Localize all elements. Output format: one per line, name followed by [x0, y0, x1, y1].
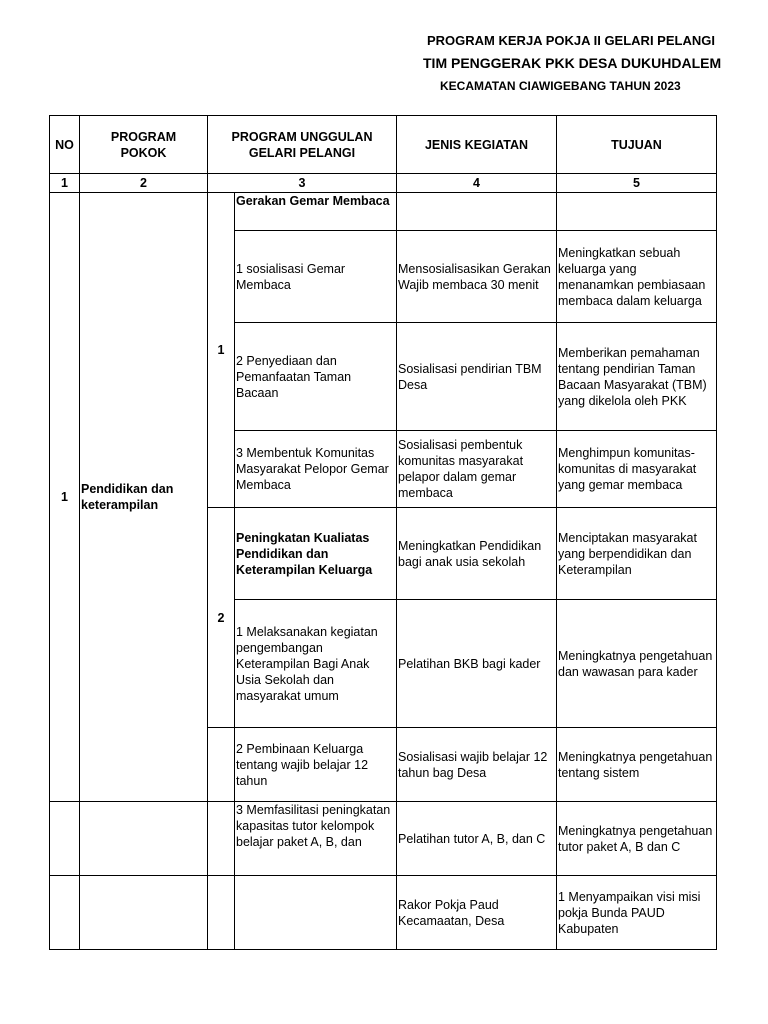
header-row [50, 116, 717, 174]
tujuan-cell: Menghimpun komunitas-komunitas di masyarakat yang gemar membaca [557, 431, 717, 508]
title-line-3: KECAMATAN CIAWIGEBANG TAHUN 2023 [440, 79, 681, 93]
tujuan-cell [557, 193, 717, 231]
col-number-2: 2 [80, 174, 208, 193]
tujuan-cell: 1 Menyampaikan visi misi pokja Bunda PAUD Kabupaten [557, 876, 717, 950]
jenis-cell: Pelatihan BKB bagi kader [397, 600, 557, 728]
jenis-cell [397, 193, 557, 231]
jenis-cell: Sosialisasi pembentuk komunitas masyarakat pelapor dalam gemar membaca [397, 431, 557, 508]
no-cell-empty [50, 802, 80, 876]
col-number-5: 5 [557, 174, 717, 193]
tujuan-cell: Menciptakan masyarakat yang berpendidikan dan Keterampilan [557, 508, 717, 600]
col-header-no: NO [50, 116, 80, 174]
program-pokok-empty [80, 802, 208, 876]
title-line-1: PROGRAM KERJA POKJA II GELARI PELANGI [427, 33, 715, 48]
no-cell-empty [50, 876, 80, 950]
col-header-jenis-kegiatan: JENIS KEGIATAN [397, 116, 557, 174]
col-header-program-pokok: PROGRAM POKOK [80, 116, 208, 174]
group-number-1: 1 [208, 193, 235, 508]
table-row [50, 802, 717, 876]
row-no: 1 [50, 193, 80, 802]
table-row [50, 193, 717, 231]
unggulan-cell: Gerakan Gemar Membaca [235, 193, 397, 231]
group-number-2: 2 [208, 508, 235, 728]
tujuan-cell: Meningkatnya pengetahuan tutor paket A, B dan C [557, 802, 717, 876]
jenis-cell: Sosialisasi wajib belajar 12 tahun bag Desa [397, 728, 557, 802]
group-number-empty [208, 876, 235, 950]
col-number-1: 1 [50, 174, 80, 193]
jenis-cell: Pelatihan tutor A, B, dan C [397, 802, 557, 876]
tujuan-cell: Meningkatnya pengetahuan dan wawasan para kader [557, 600, 717, 728]
jenis-cell: Meningkatkan Pendidikan bagi anak usia sekolah [397, 508, 557, 600]
tujuan-cell: Meningkatkan sebuah keluarga yang menanamkan pembiasaan membaca dalam keluarga [557, 231, 717, 323]
col-number-3: 3 [208, 174, 397, 193]
unggulan-cell: 1 sosialisasi Gemar Membaca [235, 231, 397, 323]
col-header-program-unggulan: PROGRAM UNGGULAN GELARI PELANGI [208, 116, 397, 174]
unggulan-cell: Peningkatan Kualiatas Pendidikan dan Keterampilan Keluarga [235, 508, 397, 600]
unggulan-cell: 2 Penyediaan dan Pemanfaatan Taman Bacaan [235, 323, 397, 431]
unggulan-cell: 3 Membentuk Komunitas Masyarakat Pelopor Gemar Membaca [235, 431, 397, 508]
number-row [50, 174, 717, 193]
unggulan-cell: 2 Pembinaan Keluarga tentang wajib belajar 12 tahun [235, 728, 397, 802]
unggulan-cell: 1 Melaksanakan kegiatan pengembangan Keterampilan Bagi Anak Usia Sekolah dan masyarakat umum [235, 600, 397, 728]
unggulan-cell: 3 Memfasilitasi peningkatan kapasitas tutor kelompok belajar paket A, B, dan [235, 802, 397, 876]
title-line-2: TIM PENGGERAK PKK DESA DUKUHDALEM [423, 55, 722, 71]
jenis-cell: Sosialisasi pendirian TBM Desa [397, 323, 557, 431]
group-number-empty [208, 802, 235, 876]
tujuan-cell: Meningkatnya pengetahuan tentang sistem [557, 728, 717, 802]
jenis-cell: Rakor Pokja Paud Kecamaatan, Desa [397, 876, 557, 950]
table-row [50, 876, 717, 950]
group-number-empty [208, 728, 235, 802]
col-header-tujuan: TUJUAN [557, 116, 717, 174]
program-pokok-empty [80, 876, 208, 950]
jenis-cell: Mensosialisasikan Gerakan Wajib membaca 30 menit [397, 231, 557, 323]
program-pokok-cell: Pendidikan dan keterampilan [80, 193, 208, 802]
unggulan-cell [235, 876, 397, 950]
col-number-4: 4 [397, 174, 557, 193]
program-table [49, 115, 717, 950]
tujuan-cell: Memberikan pemahaman tentang pendirian Taman Bacaan Masyarakat (TBM) yang dikelola oleh PKK [557, 323, 717, 431]
